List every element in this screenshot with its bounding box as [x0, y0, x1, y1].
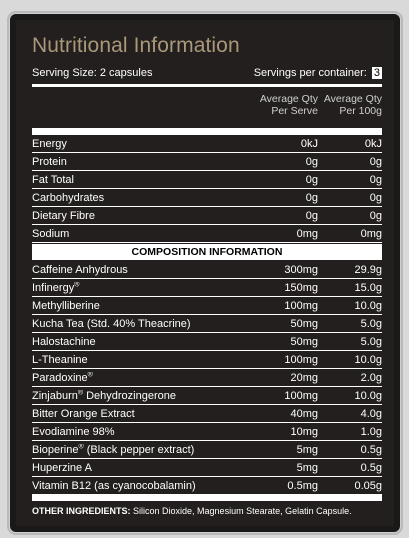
ingredient-name	[32, 390, 212, 402]
nutrient-per-serve: 0g	[305, 191, 318, 204]
nutrient-name: Protein	[32, 155, 67, 168]
header-per-100g-line1: Average Qty	[323, 93, 382, 105]
serving-info-row	[32, 67, 382, 79]
nutrient-name: Energy	[32, 137, 67, 150]
registered-mark: ®	[77, 389, 84, 396]
servings-per-container-value: 3	[373, 67, 380, 79]
ingredient-name	[32, 336, 212, 348]
ingredient-name-text: Halostachine	[32, 335, 96, 348]
ingredient-name-text: Paradoxine	[32, 371, 88, 384]
ingredient-name	[32, 318, 212, 330]
ingredient-per-serve: 50mg	[290, 317, 318, 330]
ingredient-per-serve: 100mg	[284, 389, 318, 402]
ingredient-name-text: L-Theanine	[32, 353, 88, 366]
ingredient-per-serve: 0.5mg	[287, 479, 318, 492]
composition-row	[32, 477, 382, 495]
panel-title: Nutritional Information	[32, 34, 240, 57]
nutrient-per-100g: 0g	[369, 209, 382, 222]
ingredient-per-100g: 10.0g	[354, 299, 382, 312]
composition-row	[32, 441, 382, 459]
composition-row	[32, 423, 382, 441]
registered-mark: ®	[74, 281, 80, 288]
ingredient-name	[32, 480, 212, 492]
nutrient-name: Fat Total	[32, 173, 74, 186]
ingredient-per-100g: 10.0g	[354, 353, 382, 366]
ingredient-name-text: Infinergy	[32, 281, 75, 294]
ingredient-per-serve: 5mg	[296, 461, 318, 474]
nutrient-name: Dietary Fibre	[32, 209, 95, 222]
ingredient-per-serve: 20mg	[290, 371, 318, 384]
nutrient-name: Carbohydrates	[32, 191, 105, 204]
composition-rows	[32, 261, 382, 495]
ingredient-per-serve: 50mg	[290, 335, 318, 348]
ingredient-name-text: Bitter Orange Extract	[32, 407, 135, 420]
ingredient-name-suffix: Dehydrozingerone	[83, 389, 176, 402]
ingredient-per-serve: 100mg	[284, 353, 318, 366]
ingredient-per-100g: 5.0g	[360, 335, 382, 348]
composition-row	[32, 351, 382, 369]
composition-row	[32, 369, 382, 387]
nutrition-row	[32, 189, 382, 207]
other-ingredients	[32, 495, 382, 516]
nutrition-row	[32, 153, 382, 171]
ingredient-per-100g: 1.0g	[360, 425, 382, 438]
nutrient-per-100g: 0mg	[360, 227, 382, 240]
ingredient-name-text: Huperzine A	[32, 461, 92, 474]
ingredient-per-100g: 4.0g	[360, 407, 382, 420]
header-per-serve-line1: Average Qty	[259, 93, 318, 105]
ingredient-per-100g: 15.0g	[354, 281, 382, 294]
nutrition-row	[32, 225, 382, 243]
ingredient-name-text: Caffeine Anhydrous	[32, 263, 128, 276]
header-per-100g	[322, 87, 382, 128]
header-per-100g-line2: Per 100g	[339, 105, 382, 117]
ingredient-name	[32, 372, 212, 384]
composition-row	[32, 387, 382, 405]
ingredient-name	[32, 282, 212, 294]
nutrition-rows	[32, 135, 382, 243]
ingredient-per-100g: 0.5g	[360, 443, 382, 456]
table-header	[32, 87, 382, 135]
nutrient-per-100g: 0g	[369, 173, 382, 186]
composition-row	[32, 459, 382, 477]
ingredient-name-text: Vitamin B12 (as cyanocobalamin)	[32, 479, 196, 492]
header-per-serve	[212, 87, 322, 128]
ingredient-per-serve: 5mg	[296, 443, 318, 456]
nutrient-per-serve: 0mg	[296, 227, 318, 240]
ingredient-name	[32, 444, 212, 456]
nutrition-panel	[10, 14, 400, 532]
other-ingredients-label: OTHER INGREDIENTS:	[32, 506, 131, 516]
nutrient-per-100g: 0g	[369, 155, 382, 168]
other-ingredients-text: Silicon Dioxide, Magnesium Stearate, Gelatin Capsule.	[130, 506, 352, 516]
composition-row	[32, 315, 382, 333]
nutrient-per-serve: 0kJ	[300, 137, 318, 150]
ingredient-per-100g: 0.5g	[360, 461, 382, 474]
ingredient-name	[32, 300, 212, 312]
nutrition-row	[32, 171, 382, 189]
nutrient-per-100g: 0kJ	[364, 137, 382, 150]
ingredient-name	[32, 408, 212, 420]
ingredient-per-serve: 150mg	[284, 281, 318, 294]
ingredient-name-text: Zinjaburn	[32, 389, 78, 402]
servings-per-container	[254, 67, 382, 79]
composition-row	[32, 405, 382, 423]
composition-row	[32, 333, 382, 351]
ingredient-per-100g: 2.0g	[360, 371, 382, 384]
ingredient-name-text: Evodiamine 98%	[32, 425, 115, 438]
ingredient-name	[32, 426, 212, 438]
ingredient-per-100g: 10.0g	[354, 389, 382, 402]
header-spacer	[32, 87, 212, 128]
ingredient-per-serve: 300mg	[284, 263, 318, 276]
nutrient-per-serve: 0g	[305, 173, 318, 186]
ingredient-name-text: Bioperine	[32, 443, 79, 456]
ingredient-per-100g: 5.0g	[360, 317, 382, 330]
ingredient-per-100g: 0.05g	[354, 479, 382, 492]
registered-mark: ®	[78, 443, 84, 450]
nutrition-row	[32, 207, 382, 225]
ingredient-name-suffix: (Black pepper extract)	[83, 443, 195, 456]
nutrient-name: Sodium	[32, 227, 70, 240]
ingredient-name	[32, 462, 212, 474]
ingredient-name-text: Kucha Tea (Std. 40% Theacrine)	[32, 317, 191, 330]
serving-size: Serving Size: 2 capsules	[32, 67, 153, 79]
composition-row	[32, 297, 382, 315]
ingredient-name-text: Methylliberine	[32, 299, 100, 312]
nutrient-per-serve: 0g	[305, 155, 318, 168]
composition-heading: COMPOSITION INFORMATION	[32, 244, 382, 260]
ingredient-per-serve: 10mg	[290, 425, 318, 438]
nutrition-table	[32, 84, 382, 516]
header-per-serve-line2: Per Serve	[271, 105, 318, 117]
nutrient-per-serve: 0g	[305, 209, 318, 222]
ingredient-name	[32, 264, 212, 276]
nutrition-row	[32, 135, 382, 153]
composition-row	[32, 261, 382, 279]
nutrient-per-100g: 0g	[369, 191, 382, 204]
servings-per-container-label: Servings per container:	[253, 67, 367, 79]
ingredient-name	[32, 354, 212, 366]
ingredient-per-serve: 100mg	[284, 299, 318, 312]
ingredient-per-serve: 40mg	[290, 407, 318, 420]
registered-mark: ®	[87, 371, 93, 378]
ingredient-per-100g: 29.9g	[354, 263, 382, 276]
composition-row	[32, 279, 382, 297]
